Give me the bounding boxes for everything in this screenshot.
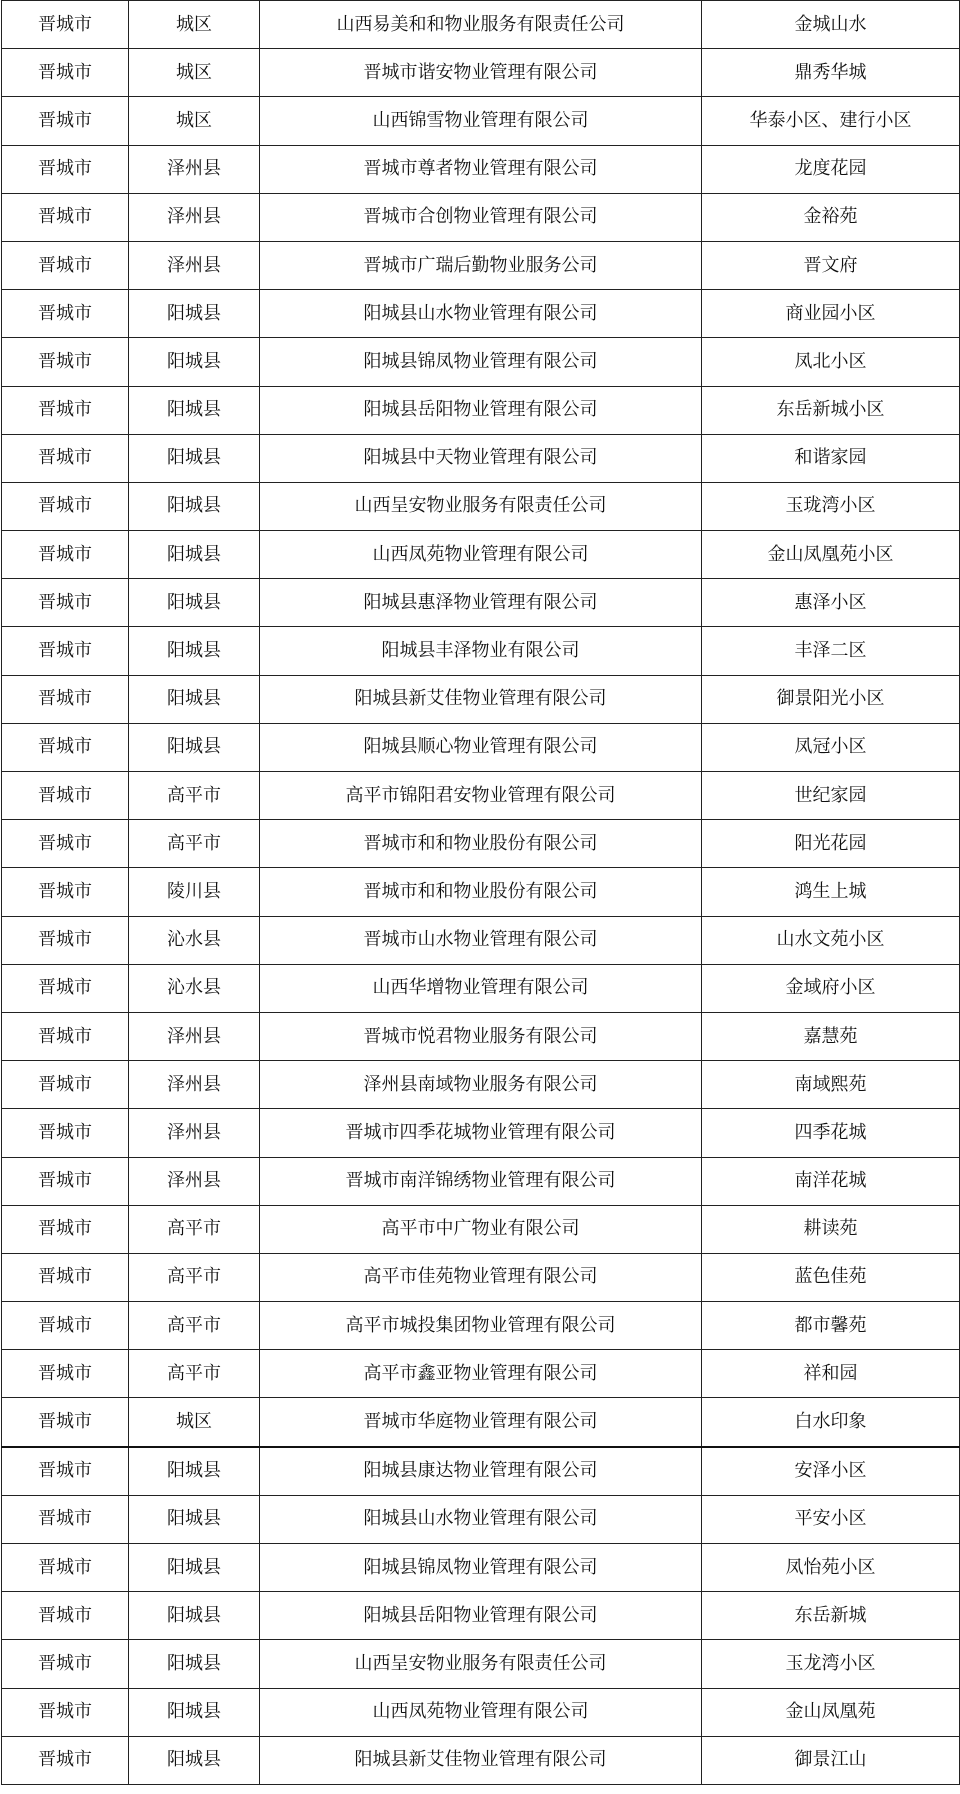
cell-company: 晋城市四季花城物业管理有限公司	[260, 1109, 702, 1157]
cell-company: 阳城县中天物业管理有限公司	[260, 434, 702, 482]
cell-district: 阳城县	[129, 1447, 260, 1496]
table-row	[2, 916, 960, 964]
cell-district: 高平市	[129, 1302, 260, 1350]
cell-company: 高平市城投集团物业管理有限公司	[260, 1302, 702, 1350]
cell-district: 城区	[129, 1398, 260, 1447]
cell-district: 高平市	[129, 1253, 260, 1301]
cell-company: 山西易美和和物业服务有限责任公司	[260, 1, 702, 49]
cell-district: 阳城县	[129, 434, 260, 482]
cell-district: 阳城县	[129, 482, 260, 530]
cell-community: 凤冠小区	[702, 723, 960, 771]
cell-company: 阳城县康达物业管理有限公司	[260, 1447, 702, 1496]
cell-community: 嘉慧苑	[702, 1012, 960, 1060]
cell-community: 玉龙湾小区	[702, 1640, 960, 1688]
cell-company: 晋城市悦君物业服务有限公司	[260, 1012, 702, 1060]
cell-community: 惠泽小区	[702, 579, 960, 627]
cell-district: 城区	[129, 97, 260, 145]
table-row	[2, 1447, 960, 1496]
table-row	[2, 723, 960, 771]
cell-company: 阳城县丰泽物业有限公司	[260, 627, 702, 675]
table-row	[2, 145, 960, 193]
table-row	[2, 820, 960, 868]
cell-community: 金山凤凰苑小区	[702, 531, 960, 579]
cell-district: 阳城县	[129, 627, 260, 675]
cell-community: 和谐家园	[702, 434, 960, 482]
cell-district: 陵川县	[129, 868, 260, 916]
cell-company: 晋城市合创物业管理有限公司	[260, 193, 702, 241]
cell-district: 阳城县	[129, 386, 260, 434]
cell-district: 阳城县	[129, 1640, 260, 1688]
cell-community: 阳光花园	[702, 820, 960, 868]
table-row	[2, 964, 960, 1012]
table-row	[2, 1688, 960, 1736]
table-row	[2, 49, 960, 97]
cell-district: 高平市	[129, 772, 260, 820]
cell-district: 泽州县	[129, 145, 260, 193]
cell-company: 高平市锦阳君安物业管理有限公司	[260, 772, 702, 820]
cell-company: 阳城县岳阳物业管理有限公司	[260, 386, 702, 434]
cell-city: 晋城市	[2, 1109, 129, 1157]
cell-company: 高平市中广物业有限公司	[260, 1205, 702, 1253]
cell-city: 晋城市	[2, 579, 129, 627]
cell-city: 晋城市	[2, 1398, 129, 1447]
table-row	[2, 386, 960, 434]
cell-district: 阳城县	[129, 1592, 260, 1640]
table-row	[2, 579, 960, 627]
cell-community: 金裕苑	[702, 193, 960, 241]
cell-company: 阳城县新艾佳物业管理有限公司	[260, 675, 702, 723]
cell-city: 晋城市	[2, 1640, 129, 1688]
table-row	[2, 482, 960, 530]
cell-company: 高平市鑫亚物业管理有限公司	[260, 1350, 702, 1398]
table-row	[2, 290, 960, 338]
cell-city: 晋城市	[2, 820, 129, 868]
table-row	[2, 772, 960, 820]
cell-city: 晋城市	[2, 193, 129, 241]
cell-community: 平安小区	[702, 1495, 960, 1543]
cell-district: 阳城县	[129, 1736, 260, 1784]
cell-community: 凤怡苑小区	[702, 1544, 960, 1592]
cell-company: 泽州县南域物业服务有限公司	[260, 1061, 702, 1109]
cell-company: 山西呈安物业服务有限责任公司	[260, 1640, 702, 1688]
table-row	[2, 1398, 960, 1447]
cell-district: 城区	[129, 1, 260, 49]
cell-community: 金域府小区	[702, 964, 960, 1012]
cell-community: 龙度花园	[702, 145, 960, 193]
cell-company: 阳城县惠泽物业管理有限公司	[260, 579, 702, 627]
table-row	[2, 531, 960, 579]
cell-community: 鼎秀华城	[702, 49, 960, 97]
cell-district: 阳城县	[129, 290, 260, 338]
cell-community: 东岳新城小区	[702, 386, 960, 434]
cell-company: 阳城县山水物业管理有限公司	[260, 290, 702, 338]
cell-community: 凤北小区	[702, 338, 960, 386]
cell-community: 东岳新城	[702, 1592, 960, 1640]
cell-company: 山西凤苑物业管理有限公司	[260, 531, 702, 579]
table-row	[2, 1, 960, 49]
cell-company: 晋城市和和物业股份有限公司	[260, 820, 702, 868]
cell-city: 晋城市	[2, 338, 129, 386]
cell-city: 晋城市	[2, 1495, 129, 1543]
cell-community: 耕读苑	[702, 1205, 960, 1253]
cell-city: 晋城市	[2, 97, 129, 145]
cell-community: 白水印象	[702, 1398, 960, 1447]
table-row	[2, 1109, 960, 1157]
cell-company: 山西锦雪物业管理有限公司	[260, 97, 702, 145]
cell-community: 金山凤凰苑	[702, 1688, 960, 1736]
table-row	[2, 1640, 960, 1688]
table-row	[2, 193, 960, 241]
cell-company: 晋城市尊者物业管理有限公司	[260, 145, 702, 193]
cell-company: 山西呈安物业服务有限责任公司	[260, 482, 702, 530]
table-row	[2, 1544, 960, 1592]
cell-city: 晋城市	[2, 1, 129, 49]
cell-community: 安泽小区	[702, 1447, 960, 1496]
table-row	[2, 1592, 960, 1640]
cell-community: 商业园小区	[702, 290, 960, 338]
cell-community: 玉珑湾小区	[702, 482, 960, 530]
cell-district: 泽州县	[129, 241, 260, 289]
cell-district: 阳城县	[129, 1688, 260, 1736]
cell-city: 晋城市	[2, 1592, 129, 1640]
cell-city: 晋城市	[2, 723, 129, 771]
cell-city: 晋城市	[2, 290, 129, 338]
table-row	[2, 868, 960, 916]
cell-district: 泽州县	[129, 1157, 260, 1205]
cell-district: 泽州县	[129, 1012, 260, 1060]
cell-company: 阳城县锦凤物业管理有限公司	[260, 1544, 702, 1592]
cell-city: 晋城市	[2, 675, 129, 723]
cell-district: 城区	[129, 49, 260, 97]
table-row	[2, 1736, 960, 1784]
table-row	[2, 1495, 960, 1543]
cell-company: 晋城市华庭物业管理有限公司	[260, 1398, 702, 1447]
cell-city: 晋城市	[2, 1736, 129, 1784]
cell-city: 晋城市	[2, 531, 129, 579]
cell-company: 晋城市山水物业管理有限公司	[260, 916, 702, 964]
cell-city: 晋城市	[2, 1061, 129, 1109]
cell-city: 晋城市	[2, 627, 129, 675]
property-company-table	[1, 0, 960, 1785]
cell-company: 阳城县山水物业管理有限公司	[260, 1495, 702, 1543]
cell-community: 金城山水	[702, 1, 960, 49]
table-row	[2, 241, 960, 289]
cell-city: 晋城市	[2, 1688, 129, 1736]
cell-company: 晋城市和和物业股份有限公司	[260, 868, 702, 916]
cell-city: 晋城市	[2, 868, 129, 916]
table-row	[2, 1302, 960, 1350]
table-row	[2, 1350, 960, 1398]
table-row	[2, 1061, 960, 1109]
cell-district: 沁水县	[129, 916, 260, 964]
cell-city: 晋城市	[2, 145, 129, 193]
cell-city: 晋城市	[2, 1157, 129, 1205]
cell-company: 山西华增物业管理有限公司	[260, 964, 702, 1012]
cell-city: 晋城市	[2, 482, 129, 530]
cell-community: 都市馨苑	[702, 1302, 960, 1350]
cell-community: 南域熙苑	[702, 1061, 960, 1109]
cell-city: 晋城市	[2, 49, 129, 97]
table-row	[2, 1157, 960, 1205]
cell-company: 阳城县顺心物业管理有限公司	[260, 723, 702, 771]
cell-city: 晋城市	[2, 1350, 129, 1398]
cell-company: 山西凤苑物业管理有限公司	[260, 1688, 702, 1736]
cell-company: 高平市佳苑物业管理有限公司	[260, 1253, 702, 1301]
cell-district: 沁水县	[129, 964, 260, 1012]
cell-district: 泽州县	[129, 193, 260, 241]
table-row	[2, 97, 960, 145]
cell-company: 晋城市广瑞后勤物业服务公司	[260, 241, 702, 289]
cell-city: 晋城市	[2, 1447, 129, 1496]
cell-city: 晋城市	[2, 772, 129, 820]
cell-community: 晋文府	[702, 241, 960, 289]
cell-city: 晋城市	[2, 1544, 129, 1592]
cell-city: 晋城市	[2, 916, 129, 964]
cell-city: 晋城市	[2, 241, 129, 289]
cell-community: 华泰小区、建行小区	[702, 97, 960, 145]
cell-community: 山水文苑小区	[702, 916, 960, 964]
cell-community: 鸿生上城	[702, 868, 960, 916]
cell-city: 晋城市	[2, 1012, 129, 1060]
cell-district: 泽州县	[129, 1061, 260, 1109]
cell-district: 阳城县	[129, 531, 260, 579]
table-row	[2, 1205, 960, 1253]
cell-city: 晋城市	[2, 386, 129, 434]
cell-community: 祥和园	[702, 1350, 960, 1398]
cell-community: 南洋花城	[702, 1157, 960, 1205]
table-row	[2, 627, 960, 675]
table-body	[2, 1, 960, 1785]
cell-district: 阳城县	[129, 723, 260, 771]
cell-company: 晋城市谐安物业管理有限公司	[260, 49, 702, 97]
cell-community: 御景阳光小区	[702, 675, 960, 723]
table-row	[2, 1253, 960, 1301]
cell-company: 晋城市南洋锦绣物业管理有限公司	[260, 1157, 702, 1205]
table-row	[2, 675, 960, 723]
cell-community: 世纪家园	[702, 772, 960, 820]
cell-community: 蓝色佳苑	[702, 1253, 960, 1301]
cell-company: 阳城县岳阳物业管理有限公司	[260, 1592, 702, 1640]
cell-district: 高平市	[129, 820, 260, 868]
cell-company: 阳城县锦凤物业管理有限公司	[260, 338, 702, 386]
cell-city: 晋城市	[2, 1205, 129, 1253]
cell-community: 丰泽二区	[702, 627, 960, 675]
cell-district: 高平市	[129, 1350, 260, 1398]
table-row	[2, 338, 960, 386]
cell-district: 阳城县	[129, 1544, 260, 1592]
cell-community: 御景江山	[702, 1736, 960, 1784]
cell-city: 晋城市	[2, 964, 129, 1012]
cell-district: 阳城县	[129, 579, 260, 627]
cell-city: 晋城市	[2, 1302, 129, 1350]
cell-district: 阳城县	[129, 1495, 260, 1543]
cell-company: 阳城县新艾佳物业管理有限公司	[260, 1736, 702, 1784]
cell-city: 晋城市	[2, 1253, 129, 1301]
cell-district: 阳城县	[129, 675, 260, 723]
table-row	[2, 1012, 960, 1060]
cell-city: 晋城市	[2, 434, 129, 482]
cell-district: 高平市	[129, 1205, 260, 1253]
table-row	[2, 434, 960, 482]
cell-community: 四季花城	[702, 1109, 960, 1157]
cell-district: 泽州县	[129, 1109, 260, 1157]
cell-district: 阳城县	[129, 338, 260, 386]
